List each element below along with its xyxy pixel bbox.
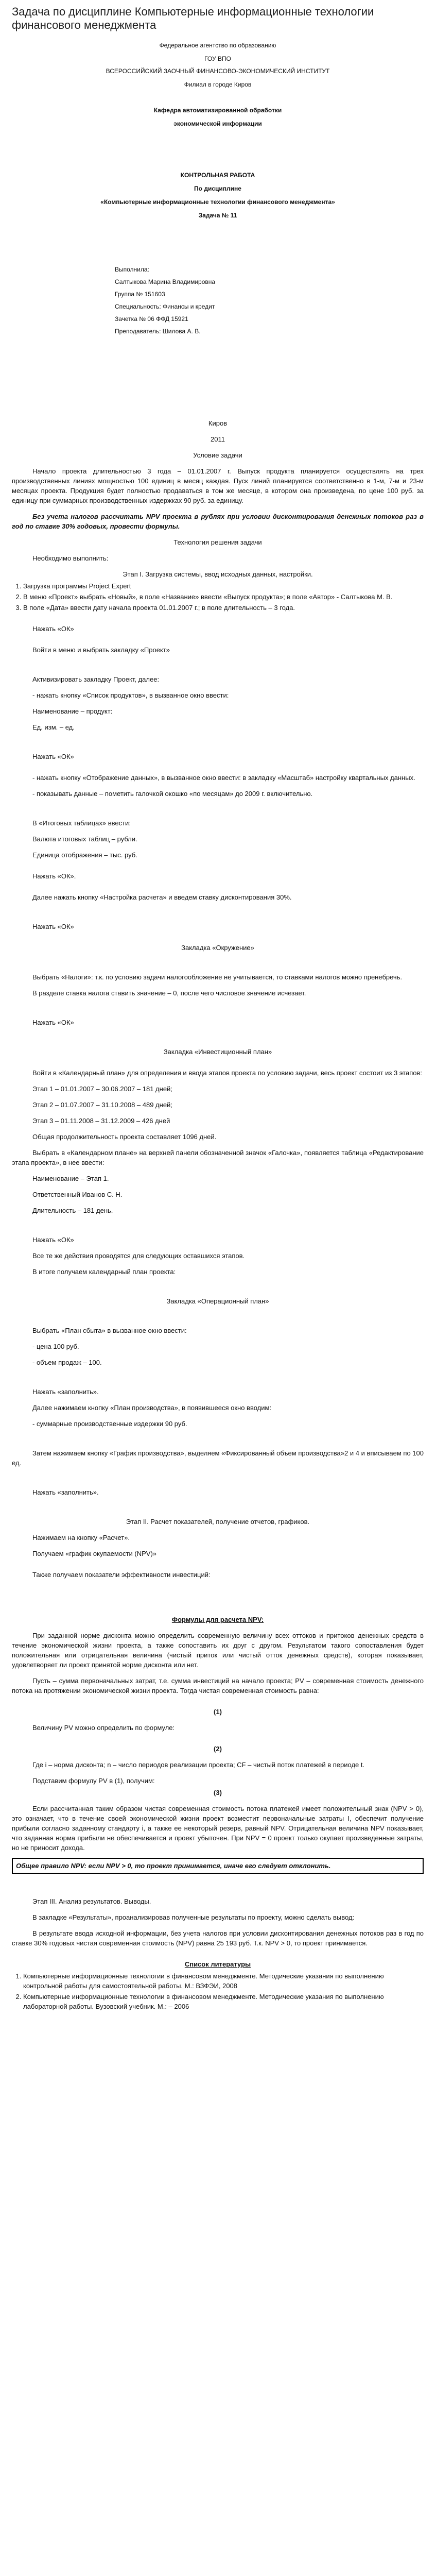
- calc-step: Нажимаем на кнопку «Расчет».: [32, 1534, 130, 1541]
- volume-step: - объем продаж – 100.: [32, 1359, 102, 1366]
- production-plan-step: Далее нажимаем кнопку «План производства», в появившееся окно вводим:: [32, 1404, 272, 1412]
- ok-step: Нажать «ОК»: [32, 625, 74, 633]
- display-more-step: - показывать данные – пометить галочкой окошко «по месяцам» до 2009 г. включительно.: [32, 790, 313, 798]
- performer-label: Выполнила:: [115, 266, 149, 273]
- branch: Филиал в городе Киров: [184, 81, 252, 88]
- performer-record: Зачетка № 06 ФФД 15921: [115, 315, 188, 323]
- taxes-more-step: В разделе ставка налога ставить значение – 0, после чего числовое значение исчезает.: [32, 989, 306, 997]
- performance-step: Также получаем показатели эффективности инвестиций:: [32, 1571, 211, 1579]
- stage-line: Этап 1 – 01.01.2007 – 30.06.2007 – 181 дней;: [32, 1085, 172, 1093]
- department-line-1: Кафедра автоматизированной обработки: [153, 107, 282, 114]
- tech-title: Технология решения задачи: [173, 538, 262, 546]
- list-item: 1. Загрузка программы Project Expert: [23, 581, 424, 591]
- npv-rule-box: Общее правило NPV: если NPV > 0, то проект принимается, иначе его следует отклонить.: [12, 1858, 424, 1874]
- formula-number: (2): [214, 1745, 222, 1753]
- conditions-title: Условие задачи: [193, 451, 242, 459]
- conditions-question: Без учета налогов рассчитать NPV проекта в рублях при условии дисконтирования денежных потоков раз в год по ставке 30% годовых, провести формулы.: [12, 513, 424, 530]
- total-duration: Общая продолжительность проекта составляет 1096 дней.: [32, 1133, 217, 1141]
- discipline-name: «Компьютерные информационные технологии финансового менеджмента»: [100, 198, 335, 206]
- performer-specialty: Специальность: Финансы и кредит: [115, 303, 215, 310]
- name-product-step: Наименование – продукт:: [32, 707, 113, 715]
- institute: ВСЕРОССИЙСКИЙ ЗАОЧНЫЙ ФИНАНСОВО-ЭКОНОМИЧЕСКИЙ ИНСТИТУТ: [106, 67, 330, 75]
- formulas-paragraph-3: Если рассчитанная таким образом чистая современная стоимость потока платежей имеет положительный знак (NPV > 0), это означает, что в течение своей экономической жизни проект возместит первоначальные затраты I, обеспечит получение прибыли согласно заданному стандарту i, а также ее некоторый резерв, равный NPV. Отрицательная величина NPV показывает, что заданная норма прибыли не обеспечивается и проект убыточен. При NPV = 0 проект только окупает произведенные затраты, но не приносит дохода.: [12, 1805, 424, 1852]
- ok-step: Нажать «ОК»: [32, 1236, 74, 1244]
- fill-step: Нажать «заполнить».: [32, 1388, 99, 1396]
- stage-1-list: [23, 581, 424, 613]
- pv-text: Величину PV можно определить по формуле:: [32, 1724, 175, 1732]
- sales-plan-step: Выбрать «План сбыта» в вызванное окно ввести:: [32, 1327, 187, 1334]
- performer-block: [115, 265, 424, 336]
- ok-step: Нажать «ОК»: [32, 753, 74, 760]
- operational-tab-title: Закладка «Операционный план»: [166, 1297, 269, 1305]
- duration-step: Длительность – 181 день.: [32, 1207, 113, 1214]
- ok-step: Нажать «ОК»: [32, 1019, 74, 1026]
- literature-item: 2. Компьютерные информационные технологии в финансовом менеджменте. Методические указания по выполнению лабораторной работы. Вузовский учебник. М.: – 2006: [23, 1992, 424, 2011]
- literature-list: [23, 1971, 424, 2011]
- results-step: В «Итоговых таблицах» ввести:: [32, 819, 131, 827]
- stage-3-paragraph-1: В закладке «Результаты», проанализировав полученные результаты по проекту, можно сделать вывод:: [32, 1913, 355, 1921]
- responsible-step: Ответственный Иванов С. Н.: [32, 1191, 123, 1198]
- by-discipline: По дисциплине: [194, 185, 241, 192]
- formulas-paragraph-1: При заданной норме дисконта можно определить современную величину всех оттоков и притоков денежных средств в течение экономической жизни проекта, а также сопоставить их друг с другом. Результатом такого сопоставления будет положительная или отрицательная величина (чистый приток или чистый отток денежных средств), которая показывает, удовлетворяет ли проект принятой норме дисконта или нет.: [12, 1632, 424, 1669]
- investment-tab-title: Закладка «Инвестиционный план»: [163, 1048, 272, 1056]
- document-heading: Задача по дисциплине Компьютерные информационные технологии финансового менеджмента: [12, 5, 374, 31]
- list-item: 3. В поле «Дата» ввести дату начала проекта 01.01.2007 г.; в поле длительность – 3 года.: [23, 603, 424, 613]
- list-item: 2. В меню «Проект» выбрать «Новый», в поле «Название» ввести «Выпуск продукта»; в поле «Автор» - Салтыкова М. В.: [23, 592, 424, 602]
- unit-step: Ед. изм. – ед.: [32, 723, 75, 731]
- city: Киров: [208, 419, 228, 427]
- price-step: - цена 100 руб.: [32, 1343, 79, 1350]
- formula-number: (3): [214, 1789, 222, 1797]
- formula-number: (1): [214, 1708, 222, 1716]
- select-product-step: Войти в меню и выбрать закладку «Проект»: [32, 646, 170, 654]
- ok-step: Нажать «ОК».: [32, 872, 76, 880]
- performer-name: Салтыкова Марина Владимировна: [115, 278, 216, 285]
- fill-step: Нажать «заполнить».: [32, 1488, 99, 1496]
- calendar-step: Войти в «Календарный план» для определения и ввода этапов проекта по условию задачи, весь проект состоит из 3 этапов:: [32, 1069, 423, 1077]
- performer-group: Группа № 151603: [115, 291, 165, 298]
- production-chart-step: Затем нажимаем кнопку «График производства», выделяем «Фиксированный объем производства»2 и 4 и вписываем по 100 ед.: [12, 1449, 424, 1467]
- npv-chart-step: Получаем «график окупаемости (NPV)»: [32, 1550, 157, 1557]
- tech-needed: Необходимо выполнить:: [32, 554, 109, 562]
- agency: Федеральное агентство по образованию: [159, 42, 276, 49]
- conditions-text: Начало проекта длительностью 3 года – 01.01.2007 г. Выпуск продукта планируется осуществлять на трех производственных линиях мощностью 100 единиц в месяц каждая. Пуск линий планируется соответственно в 1-м, 7-м и 23-м месяцах проекта. Продукция будет полностью продаваться в том же месяце, в котором она произведена, по цене 100 руб. за единицу при суммарных производственных издержках 90 руб. за единицу.: [12, 467, 424, 504]
- stage-3-title: Этап III. Анализ результатов. Выводы.: [32, 1897, 151, 1905]
- substitute-text: Подставим формулу PV в (1), получим:: [32, 1777, 155, 1785]
- result-calendar-step: В итоге получаем календарный план проекта:: [32, 1268, 176, 1276]
- ok-step: Нажать «ОК»: [32, 923, 74, 930]
- same-way-step: Все те же действия проводятся для следующих оставшихся этапов.: [32, 1252, 245, 1260]
- stage-2-title: Этап II. Расчет показателей, получение отчетов, графиков.: [126, 1518, 310, 1526]
- taxes-step: Выбрать «Налоги»: т.к. по условию задачи налогообложение не учитывается, то ставками налогов можно пренебречь.: [32, 973, 403, 981]
- results-currency-step: Валюта итоговых таблиц – рубли.: [32, 835, 137, 843]
- performer-teacher: Преподаватель: Шилова А. В.: [115, 328, 201, 335]
- year: 2011: [211, 435, 225, 443]
- stage-1-title: Этап I. Загрузка системы, ввод исходных данных, настройки.: [123, 570, 313, 578]
- stage-line: Этап 3 – 01.11.2008 – 31.12.2009 – 426 дней: [32, 1117, 170, 1125]
- stage-name-step: Наименование – Этап 1.: [32, 1175, 109, 1182]
- formulas-title: Формулы для расчета NPV:: [171, 1616, 264, 1623]
- where-text: Где i – норма дисконта; n – число периодов реализации проекта; CF – чистый поток платежей в периоде t.: [32, 1761, 365, 1769]
- select-calendar-step: Выбрать в «Календарном плане» на верхней панели обозначенной значок «Галочка», появляется таблица «Редактирование этапа проекта», в нее ввести:: [12, 1149, 424, 1166]
- literature-item: 1. Компьютерные информационные технологии в финансовом менеджменте. Методические указания по выполнению контрольной работы для самостоятельной работы. М.: ВЗФЭИ, 2008: [23, 1971, 424, 1991]
- results-unit-step: Единица отображения – тыс. руб.: [32, 851, 137, 859]
- formulas-paragraph-2: Пусть – сумма первоначальных затрат, т.е. сумма инвестиций на начало проекта; PV – современная стоимость денежного потока на протяжении экономической жизни проекта. Тогда чистая современная стоимость равна:: [12, 1677, 424, 1694]
- display-data-step: - нажать кнопку «Отображение данных», в вызванное окно ввести: в закладку «Масштаб» настройку квартальных данных.: [32, 774, 415, 782]
- environment-tab-title: Закладка «Окружение»: [181, 944, 254, 952]
- list-products-step: - нажать кнопку «Список продуктов», в вызванное окно ввести:: [32, 691, 229, 699]
- stage-3-paragraph-2: В результате ввода исходной информации, без учета налогов при условии дисконтирования денежных потоков раз в год по ставке 30% годовых чистая современная стоимость (NPV) равна 25 193 руб. Т.к. NPV > 0, то проект принимается.: [12, 1929, 424, 1947]
- costs-step: - суммарные производственные издержки 90 руб.: [32, 1420, 187, 1428]
- stage-line: Этап 2 – 01.07.2007 – 31.10.2008 – 489 дней;: [32, 1101, 172, 1109]
- title-page: [12, 41, 424, 219]
- work-type: КОНТРОЛЬНАЯ РАБОТА: [180, 172, 255, 179]
- gou: ГОУ ВПО: [204, 55, 231, 62]
- calc-settings-step: Далее нажать кнопку «Настройка расчета» и введем ставку дисконтирования 30%.: [32, 893, 292, 901]
- literature-title: Список литературы: [184, 1960, 251, 1968]
- activate-step: Активизировать закладку Проект, далее:: [32, 675, 160, 683]
- department-line-2: экономической информации: [173, 120, 262, 127]
- task-number: Задача № 11: [198, 212, 237, 219]
